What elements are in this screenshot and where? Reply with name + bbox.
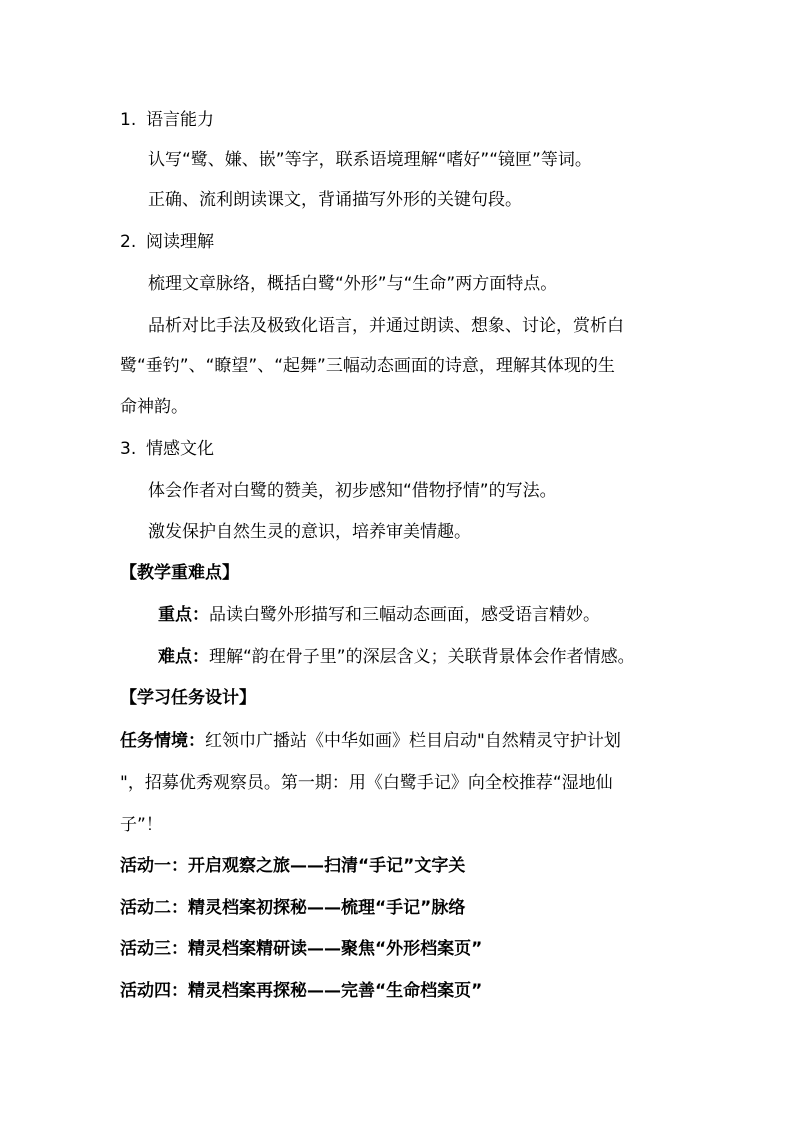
section-3-number: 3. <box>120 439 137 459</box>
section-1-number: 1. <box>120 110 137 130</box>
focus-line <box>158 603 600 627</box>
section-3-item-1: 体会作者对白鹭的赞美，初步感知“借物抒情”的写法。 <box>148 481 557 501</box>
focus-label: 重点： <box>158 605 209 625</box>
section-2-item-2: 品析对比手法及极致化语言，并通过朗读、想象、讨论，赏析白 <box>148 316 624 336</box>
activity-1: 活动一：开启观察之旅——扫清“手记”文字关 <box>120 856 466 876</box>
task-context-line-2: "，招募优秀观察员。第一期：用《白鹭手记》向全校推荐“湿地仙 <box>120 773 613 793</box>
key-points-heading: 【教学重难点】 <box>120 563 239 583</box>
difficulty-label: 难点： <box>158 647 209 667</box>
activity-3: 活动三：精灵档案精研读——聚焦“外形档案页” <box>120 939 483 959</box>
activity-2: 活动二：精灵档案初探秘——梳理“手记”脉络 <box>120 898 466 918</box>
section-2-heading <box>120 230 214 254</box>
section-1-title: 语言能力 <box>146 110 214 130</box>
section-2-item-2-end: 命神韵。 <box>120 397 188 417</box>
section-2-number: 2. <box>120 232 137 252</box>
section-1-item-2: 正确、流利朗读课文，背诵描写外形的关键句段。 <box>148 190 522 210</box>
section-2-title: 阅读理解 <box>146 232 214 252</box>
section-3-title: 情感文化 <box>146 439 214 459</box>
section-3-heading <box>120 437 214 461</box>
task-context-label: 任务情境： <box>120 731 205 751</box>
difficulty-line <box>158 645 635 669</box>
section-3-item-2: 激发保护自然生灵的意识，培养审美情趣。 <box>148 522 471 542</box>
section-1-heading <box>120 108 214 132</box>
task-context-text-1: 红领巾广播站《中华如画》栏目启动"自然精灵守护计划 <box>205 731 621 751</box>
activity-4: 活动四：精灵档案再探秘——完善“生命档案页” <box>120 981 483 1001</box>
focus-text: 品读白鹭外形描写和三幅动态画面，感受语言精妙。 <box>209 605 600 625</box>
section-2-item-1: 梳理文章脉络，概括白鹭“外形”与“生命”两方面特点。 <box>148 274 558 294</box>
task-context-line-3: 子”！ <box>120 815 163 835</box>
section-2-item-2-cont: 鹭“垂钓”、“瞭望”、“起舞”三幅动态画面的诗意，理解其体现的生 <box>120 356 615 376</box>
difficulty-text: 理解“韵在骨子里”的深层含义；关联背景体会作者情感。 <box>209 647 635 667</box>
section-1-item-1: 认写“鹭、嫌、嵌”等字，联系语境理解“嗜好”“镜匣”等词。 <box>148 150 592 170</box>
task-design-heading: 【学习任务设计】 <box>120 688 256 708</box>
task-context-line-1 <box>120 729 621 753</box>
